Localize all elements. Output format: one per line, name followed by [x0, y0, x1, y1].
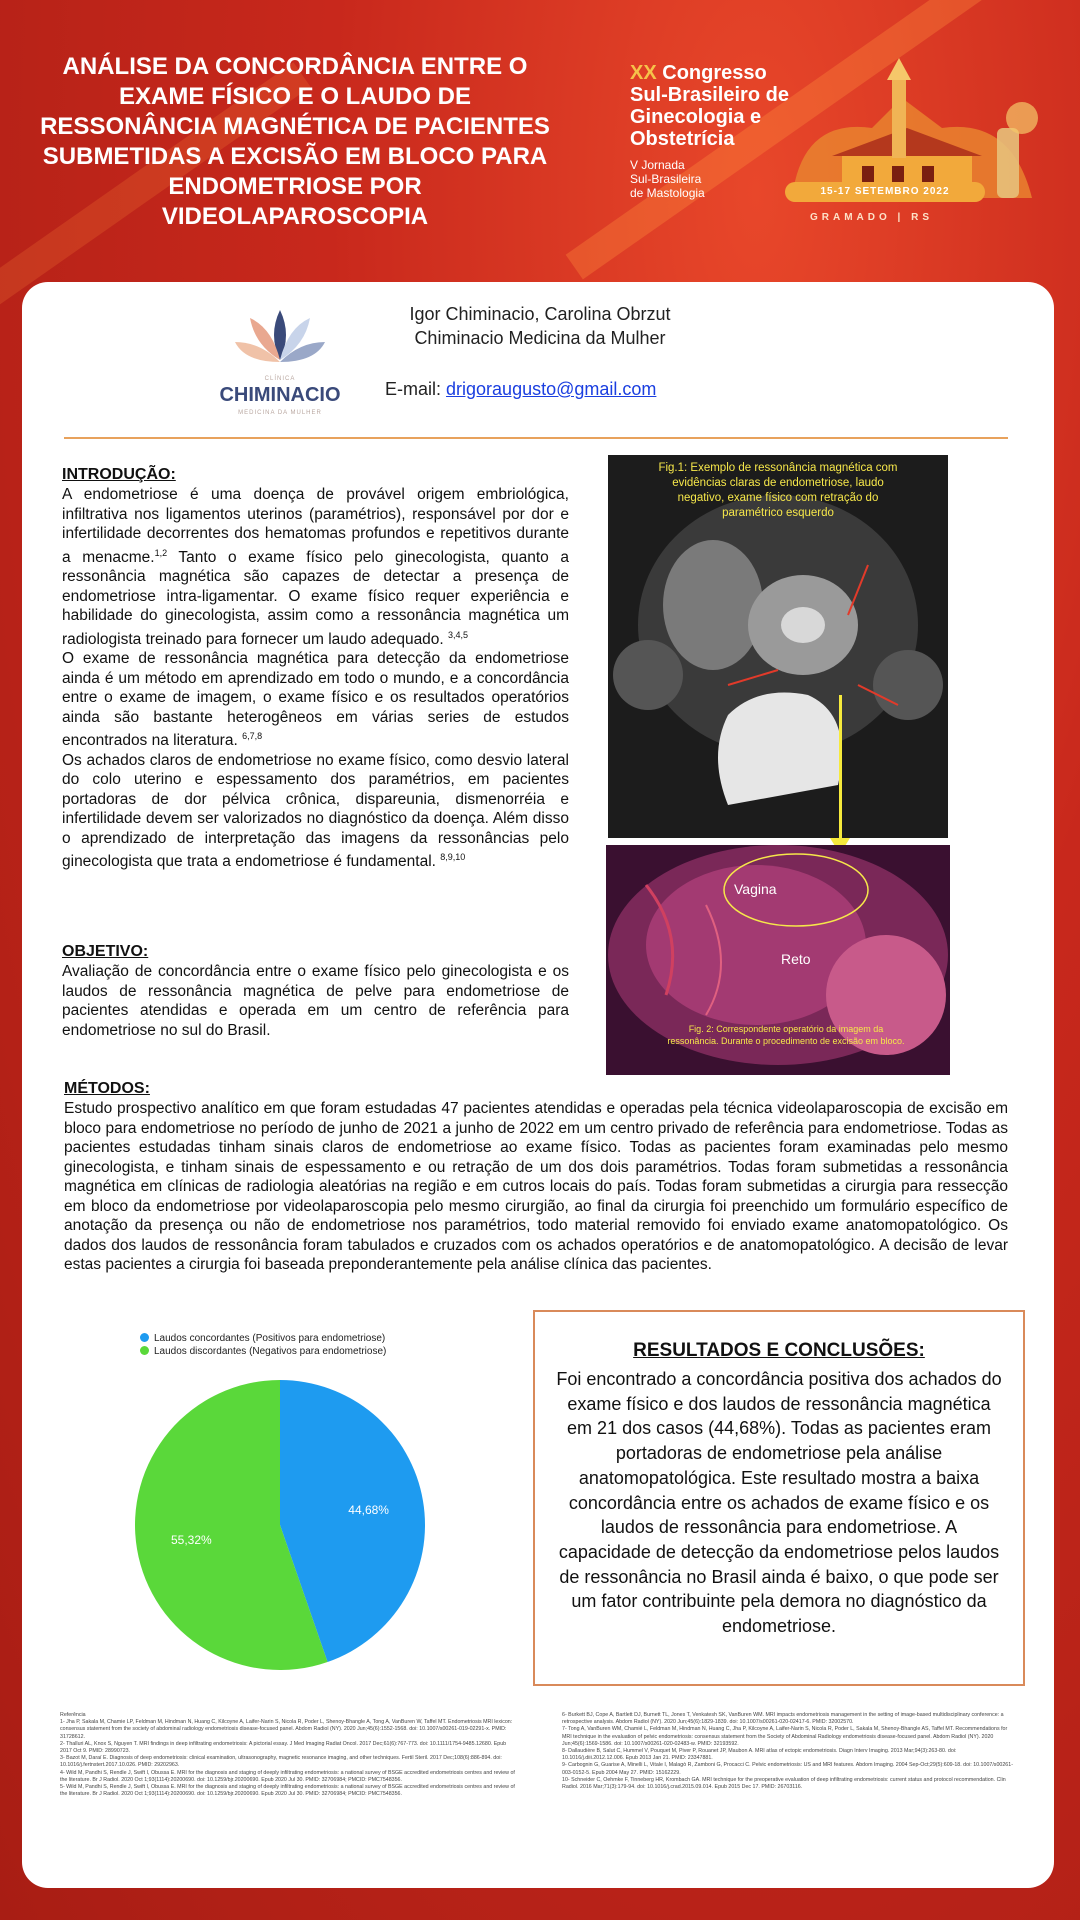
- label-vagina: Vagina: [734, 881, 777, 897]
- congress-line1: Congresso: [662, 62, 767, 84]
- intro-text: [62, 485, 569, 872]
- pie-slice-label: 55,32%: [171, 1532, 212, 1547]
- congress-city: GRAMADO | RS: [810, 212, 934, 223]
- fig1-caption: Fig.1: Exemplo de ressonância magnética com evidências claras de endometriose, laudo negativo, exame físico com retração do paramétrico esquerdo: [658, 462, 898, 519]
- logo-name: CHIMINACIO: [219, 384, 341, 406]
- references-heading: Referência: [60, 1712, 86, 1718]
- methods-heading: MÉTODOS:: [64, 1080, 150, 1097]
- intro-sup1: 1,2: [154, 547, 168, 558]
- clinic-logo: [210, 290, 350, 425]
- figure-arrow: [839, 695, 842, 845]
- poster-title: ANÁLISE DA CONCORDÂNCIA ENTRE O EXAME FÍSICO E O LAUDO DE RESSONÂNCIA MAGNÉTICA DE PACIENTES SUBMETIDAS A EXCISÃO EM BLOCO PARA ENDOMETRIOSE POR VIDEOLAPAROSCOPIA: [40, 53, 550, 230]
- label-reto: Reto: [781, 951, 811, 967]
- legend-swatch: [140, 1333, 149, 1342]
- mri-figure: [608, 455, 948, 838]
- results-box: [533, 1310, 1025, 1686]
- lotus-icon: [210, 290, 350, 382]
- reference-item: 8- Dallaudière B, Salut C, Hummel V, Pouquet M, Piver P, Rouanet JP, Maubon A. MRI atlas of ectopic endometriosis. Diagn Interv Imaging. 2013 Mar;94(3):263-80. doi: 10.1016/j.diii.2012.12.006. Epub 2013 Jan 21. PMID: 23347881.: [562, 1748, 957, 1762]
- logo-sub: MEDICINA DA MULHER: [238, 410, 322, 416]
- congress-line2: Sul-Brasileiro de: [630, 84, 789, 106]
- intro-p2: O exame de ressonância magnética para detecção da endometriose ainda é um método em aprendizado em todo o mundo, e a concordância entre o exame de imagem, o exame físico e os resultados operatórios ainda são bastante heterogêneos em várias series de estudos encontrados na literatura.: [62, 650, 569, 750]
- intro-p1: A endometriose é uma doença de provável origem embriológica, infiltrativa nos ligamentos uterinos (paramétrios), responsável por dor e infertilidade decorrentes dos hematomas profundos e repetitivos durante a menacme.: [62, 486, 569, 566]
- congress-dates: 15-17 SETEMBRO 2022: [785, 182, 985, 202]
- gramado-illustration: [782, 58, 1052, 228]
- intro-p1b: Tanto o exame físico pelo ginecologista, quanto a ressonância magnética são capazes de detectar a presença de endometriose intra-ligamentar. O exame físico requer experiência e habilidade do ginecologista, assim como a ressonância magnética um radiologista treinado para fornecer um laudo adequado.: [62, 548, 569, 648]
- header-divider: [64, 437, 1008, 439]
- legend-item: [140, 1332, 386, 1345]
- pie-slice-label: 44,68%: [348, 1503, 389, 1518]
- reference-item: 9- Carbognin G, Guarise A, Minelli L, Vitale I, Malagò R, Zamboni G, Procacci C. Pelvic endometriosis: US and MRI features. Abdom Imaging. 2004 Sep-Oct;29(5):609-18. doi: 10.1007/s00261-003-0152-5. Epub 2004 May 27. PMID: 15162229.: [562, 1762, 1013, 1776]
- legend-label: Laudos discordantes (Negativos para endometriose): [154, 1346, 387, 1357]
- reference-item: 2- Thalluri AL, Knox S, Nguyen T. MRI findings in deep infiltrating endometriosis: A pictorial essay. J Med Imaging Radiat Oncol. 2017 Dec;61(6):767-773. doi: 10.1111/1754-9485.12680. Epub 2017 Oct 9. PMID: 28990723.: [60, 1740, 507, 1755]
- objective-text: Avaliação de concordância entre o exame físico pelo ginecologista e os laudos de ressonância magnética de pelve para endometriose de pacientes atendidas e operada em um centro de referência para endometriose no sul do Brasil.: [62, 963, 569, 1039]
- intro-sup2: 3,4,5: [448, 629, 469, 640]
- congress-brand: [630, 62, 789, 200]
- references-right: [562, 1712, 1017, 1791]
- congress-line3: Ginecologia e: [630, 106, 762, 128]
- fig2-caption: Fig. 2: Correspondente operatório da imagem da ressonância. Durante o procedimento de excisão em bloco.: [667, 1024, 905, 1046]
- chart-legend: [140, 1332, 386, 1358]
- jornada-line1: V Jornada: [630, 158, 685, 172]
- methods-text: Estudo prospectivo analítico em que foram estudadas 47 pacientes atendidas e operadas pela técnica videolaparoscopia de excisão em bloco para endometriose no período de junho de 2021 a junho de 2022 em um centro privado de referência para endometriose. Todas as pacientes estudadas tinham sinais claros de endometriose ao exame físico. Todas as pacientes foram examinadas pelo mesmo ginecologista, e tinham sinais de espessamento e ou retração de um dos dois paramétrios. Todas foram submetidas a ressonância magnética em clínicas de radiologia aleatórias na região e em cutros locais do país. Todas foram submetidas a cirurgia para ressecção em bloco da endometriose por videolaparoscopia pelo mesmo cirurgião, ao final da cirurgia foi preenchido um formulário específico de anotação da presença ou não de endometriose nos paramétrios, todo material removido foi enviado exame anatomopatológico. Os dados dos laudos de ressonância foram tabulados e cruzados com os achados operatórios e de anatomopatológico. A decisão de levar estas pacientes a cirurgia foi baseada preponderantemente pela análise clínica das pacientes.: [64, 1100, 1008, 1273]
- reference-item: 4- Wild M, Pandhi S, Rendle J, Swift I, Obussa E. MRI for the diagnosis and staging of deeply infiltrating endometriosis: a national survey of BSGE accredited endometriosis centres and review of the literature. Br J Radiol. 2020 Oct 1;93(1114):20200690. doi: 10.1259/bjr.20200690. Epub 2020 Jul 30. PMID: 32706984; PMCID: PMC7548356.: [60, 1769, 515, 1783]
- reference-item: 3- Bazot M, Daraï E. Diagnosis of deep endometriosis: clinical examination, ultrasonography, magnetic resonance imaging, and other techniques. Fertil Steril. 2017 Dec;108(6):886-894. doi: 10.1016/j.fertnstert.2017.10.026. PMID: 29202963.: [60, 1755, 502, 1769]
- email-line: [385, 379, 656, 400]
- legend-item: [140, 1345, 386, 1358]
- reference-item: 10- Schneider C, Oehmke F, Tinneberg HR, Krombach GA. MRI technique for the preoperative evaluation of deep infiltrating endometriosis: current status and protocol recommendation. Clin Radiol. 2016 Mar;71(3):179-94. doi: 10.1016/j.crad.2015.09.014. Epub 2015 Dec 17. PMID: 26703116.: [562, 1776, 1006, 1791]
- intro-sup3: 6,7,8: [242, 731, 263, 742]
- author-names: Igor Chiminacio, Carolina Obrzut: [409, 304, 671, 324]
- intro-heading: INTRODUÇÃO:: [62, 466, 176, 483]
- author-institution: Chiminacio Medicina da Mulher: [414, 328, 666, 348]
- results-text: Foi encontrado a concordância positiva dos achados do exame físico e dos laudos de ressonância magnética em 21 dos casos (44,68%). Todas as pacientes eram portadoras de endometriose pela análise anatomopatológica. Este resultado mostra a baixa concordância entre os achados de exame físico e os laudos de ressonância para endometriose. A capacidade de detecção da endometriose pelos laudos de ressonância no Brasil ainda é baixo, o que pode ser um fator contribuinte pela demora no diagnóstico da endometriose.: [556, 1369, 1002, 1637]
- intro-sup4: 8,9,10: [440, 852, 466, 863]
- jornada-line3: de Mastologia: [630, 186, 705, 200]
- email-link[interactable]: drigoraugusto@gmail.com: [446, 379, 657, 399]
- pie-chart: [120, 1365, 440, 1685]
- reference-item: 7- Tong A, VanBuren WM, Chamié L, Feldman M, Hindman N, Huang C, Jha P, Kilcoyne A, Laifer-Narin S, Nicola R, Poder L, Sakala M, Shenoy-Bhangle AS, Taffel MT. Recommendations for MRI technique in the evaluation of pelvic endometriosis: consensus statement from the Society of Abdominal Radiology endometriosis disease-focused panel. Abdom Radiol (NY). 2020 Jun;45(6):1569-1586. doi: 10.1007/s00261-020-02483-w. PMID: 32193592.: [562, 1726, 1008, 1747]
- email-label: E-mail:: [385, 379, 442, 399]
- reference-item: 5- Wild M, Pandhi S, Rendle J, Swift I, Obussa E. MRI for the diagnosis and staging of deeply infiltrating endometriosis: a national survey of BSGE accredited endometriosis centres and review of the literature. Br J Radiol. 2020 Oct 1;93(1114):20200690. doi: 10.1259/bjr.20200690. Epub 2020 Jul 30. PMID: 32706984; PMCID: PMC7548356.: [60, 1784, 515, 1798]
- objective-heading: OBJETIVO:: [62, 943, 149, 960]
- reference-item: 1- Jha P, Sakala M, Chamie LP, Feldman M, Hindman N, Huang C, Kilcoyne A, Laifer-Narin S, Nicola R, Poder L, Shenoy-Bhangle A, Tong A, VanBuren W, Taffel MT. Endometriosis MRI lexicon: consensus statement from the society of abdominal radiology endometriosis disease-focused panel. Abdom Radiol (NY). 2020 Jun;45(6):1552-1568. doi: 10.1007/s00261-019-02291-x. PMID: 31728612.: [60, 1719, 513, 1740]
- surgery-figure: [606, 845, 950, 1075]
- reference-item: 6- Burkett BJ, Cope A, Bartlett DJ, Burnett TL, Jones T, Venkatesh SK, VanBuren WM. MRI impacts endometriosis management in the setting of image-based multidisciplinary conference: a retrospective analysis. Abdom Radiol (NY). 2020 Jun;45(6):1829-1839. doi: 10.1007/s00261-020-02417-6. PMID: 32002570.: [562, 1712, 1004, 1726]
- references-left: [60, 1712, 515, 1798]
- congress-line4: Obstetrícia: [630, 128, 735, 150]
- legend-swatch: [140, 1346, 149, 1355]
- results-heading: RESULTADOS E CONCLUSÕES:: [633, 1340, 925, 1361]
- congress-roman: XX: [630, 62, 657, 84]
- legend-label: Laudos concordantes (Positivos para endometriose): [154, 1333, 386, 1344]
- logo-top: CLÍNICA: [264, 376, 296, 382]
- author-block: [380, 302, 700, 350]
- intro-p3: Os achados claros de endometriose no exame físico, como desvio lateral do colo uterino e espessamento dos paramétrios, em pacientes portadoras de dor pélvica crônica, dispareunia, dismenorréia e infertilidade devem ser valorizados no diagnóstico da doença. Além disso o aprendizado de interpretação das imagens da ressonâncias pelo ginecologista que trata a endometriose é fundamental.: [62, 751, 569, 871]
- jornada-line2: Sul-Brasileira: [630, 172, 702, 186]
